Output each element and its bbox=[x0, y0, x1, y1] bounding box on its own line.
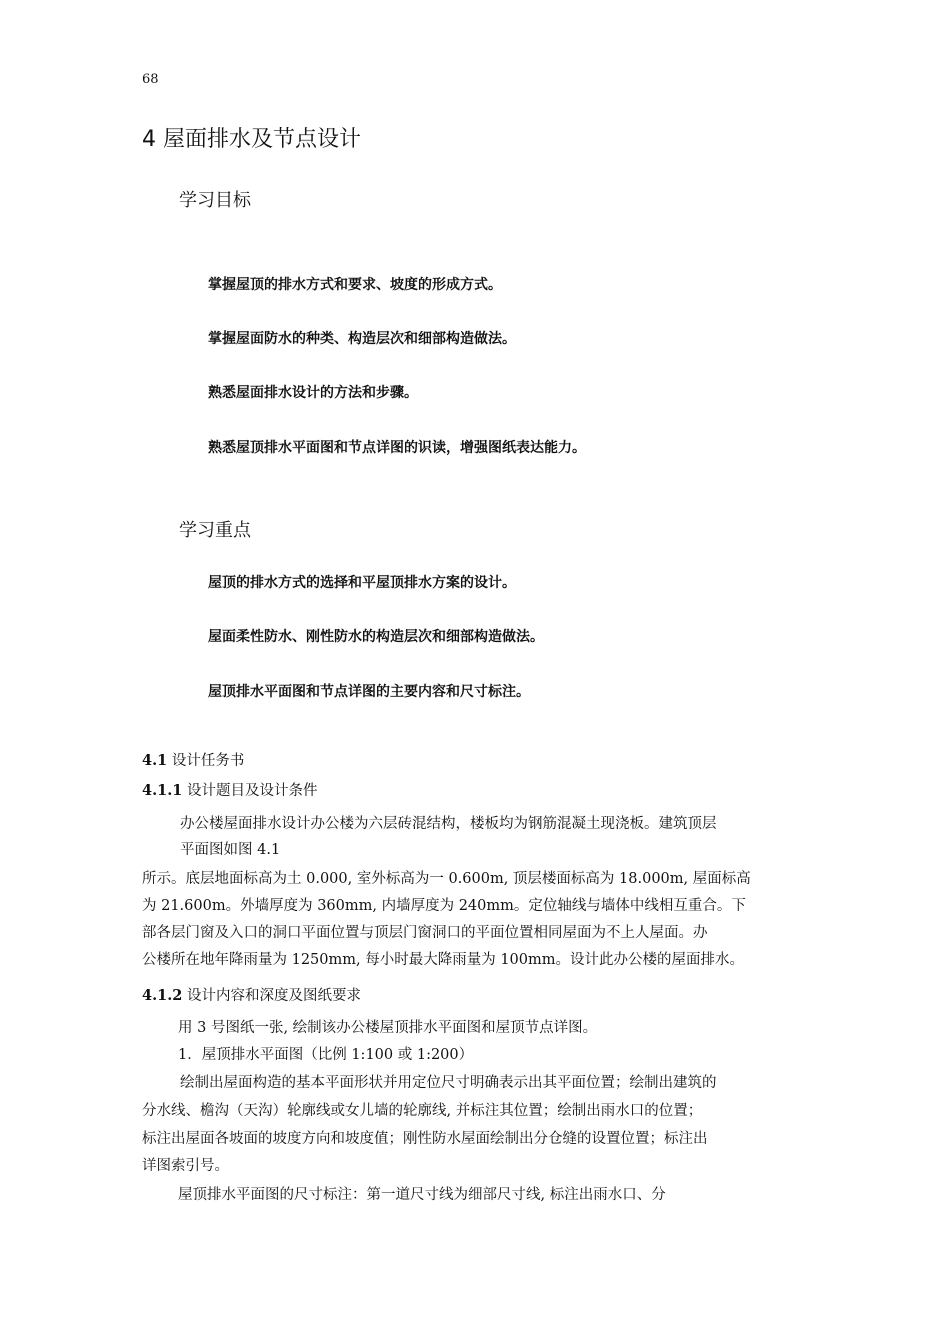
key-points-heading: 学习重点 bbox=[179, 520, 251, 541]
paragraph-line: 办公楼屋面排水设计办公楼为六层砖混结构，楼板均为钢筋混凝土现浇板。建筑顶层 bbox=[180, 816, 717, 832]
key-point-item: 屋顶排水平面图和节点详图的主要内容和尺寸标注。 bbox=[208, 684, 530, 700]
paragraph-line: 为 21.600m。外墙厚度为 360mm, 内墙厚度为 240mm。定位轴线与墙体中线相互重合。下 bbox=[142, 898, 746, 914]
section-number: 4.1 bbox=[142, 752, 168, 769]
chapter-title: 4 屋面排水及节点设计 bbox=[142, 127, 361, 152]
paragraph-line: 所示。底层地面标高为土 0.000, 室外标高为一 0.600m, 顶层楼面标高为 18.000m, 屋面标高 bbox=[142, 871, 751, 887]
paragraph-line: 详图索引号。 bbox=[142, 1158, 229, 1174]
numbered-item: 1．屋顶排水平面图（比例 1:100 或 1:200） bbox=[178, 1047, 474, 1063]
drawing-requirement-paragraph: 用 3 号图纸一张, 绘制该办公楼屋顶排水平面图和屋顶节点详图。 bbox=[178, 1020, 598, 1036]
section-title: 设计内容和深度及图纸要求 bbox=[186, 988, 361, 1004]
objective-item: 熟悉屋顶排水平面图和节点详图的识读，增强图纸表达能力。 bbox=[208, 440, 586, 456]
paragraph-line: 分水线、檐沟（天沟）轮廓线或女儿墙的轮廓线, 并标注其位置；绘制出雨水口的位置； bbox=[142, 1103, 703, 1119]
objective-item: 掌握屋顶的排水方式和要求、坡度的形成方式。 bbox=[208, 277, 502, 293]
paragraph-line: 标注出屋面各坡面的坡度方向和坡度值；刚性防水屋面绘制出分仓缝的设置位置；标注出 bbox=[142, 1131, 708, 1147]
paragraph-line: 公楼所在地年降雨量为 1250mm, 每小时最大降雨量为 100mm。设计此办公楼的屋面排水。 bbox=[142, 952, 745, 968]
objectives-heading: 学习目标 bbox=[179, 190, 251, 211]
dimension-paragraph: 屋顶排水平面图的尺寸标注：第一道尺寸线为细部尺寸线, 标注出雨水口、分 bbox=[178, 1187, 666, 1203]
section-title: 设计题目及设计条件 bbox=[186, 783, 318, 799]
section-title: 设计任务书 bbox=[171, 753, 245, 769]
section-number: 4.1.2 bbox=[142, 987, 183, 1004]
paragraph-line: 部各层门窗及入口的洞口平面位置与顶层门窗洞口的平面位置相同屋面为不上人屋面。办 bbox=[142, 925, 708, 941]
paragraph-line: 平面图如图 4.1 bbox=[180, 842, 281, 858]
section-number: 4.1.1 bbox=[142, 782, 183, 799]
section-4-1-heading bbox=[142, 749, 244, 770]
key-point-item: 屋顶的排水方式的选择和平屋顶排水方案的设计。 bbox=[208, 575, 516, 591]
page-number: 68 bbox=[142, 72, 159, 87]
section-4-1-2-heading bbox=[142, 984, 361, 1005]
key-point-item: 屋面柔性防水、刚性防水的构造层次和细部构造做法。 bbox=[208, 629, 544, 645]
objective-item: 掌握屋面防水的种类、构造层次和细部构造做法。 bbox=[208, 331, 516, 347]
section-4-1-1-heading bbox=[142, 779, 317, 800]
paragraph-line: 绘制出屋面构造的基本平面形状并用定位尺寸明确表示出其平面位置；绘制出建筑的 bbox=[180, 1075, 717, 1091]
objective-item: 熟悉屋面排水设计的方法和步骤。 bbox=[208, 385, 418, 401]
